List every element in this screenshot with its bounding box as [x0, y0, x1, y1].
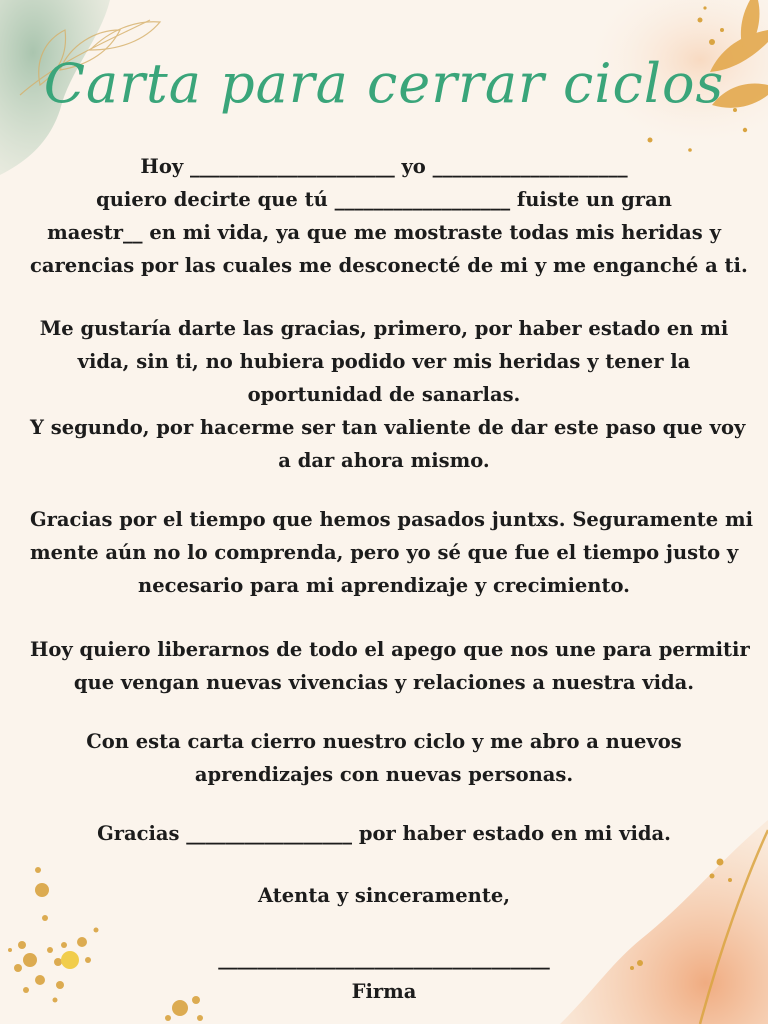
letter-title: Carta para cerrar ciclos	[43, 52, 725, 115]
text-line: aprendizajes con nuevas personas.	[194, 763, 574, 786]
text-line: Me gustaría darte las gracias, primero, por haber estado en mi	[39, 317, 729, 340]
text-line: Atenta y sinceramente,	[257, 884, 511, 907]
signature-line: __________________________________	[218, 947, 550, 970]
text-line: necesario para mi aprendizaje y crecimiento.	[138, 574, 630, 597]
paragraph-gratitude	[30, 312, 746, 477]
paragraph-thanks	[30, 817, 738, 850]
signature-block	[30, 942, 738, 1008]
text-line: carencias por las cuales me desconecté de mi y me enganché a ti.	[30, 254, 748, 277]
signature-label: Firma	[351, 980, 417, 1003]
text-line: oportunidad de sanarlas.	[247, 383, 521, 406]
text-line: quiero decirte que tú __________________ fuiste un gran	[96, 188, 672, 211]
closing-salutation	[30, 879, 738, 912]
text-line: Y segundo, por hacerme ser tan valiente de dar este paso que voy	[30, 416, 746, 439]
paragraph-release	[30, 633, 750, 699]
text-line: Gracias por el tiempo que hemos pasados juntxs. Seguramente mi	[30, 508, 753, 531]
text-line: Hoy _____________________ yo ____________________	[140, 155, 628, 178]
text-line: mente aún no lo comprenda, pero yo sé que fue el tiempo justo y	[30, 541, 739, 564]
paragraph-time	[30, 503, 753, 602]
text-line: Hoy quiero liberarnos de todo el apego que nos une para permitir	[30, 638, 750, 661]
text-line: que vengan nuevas vivencias y relaciones a nuestra vida.	[73, 671, 695, 694]
text-line: Con esta carta cierro nuestro ciclo y me abro a nuevos	[86, 730, 682, 753]
paragraph-opening	[30, 150, 748, 282]
text-line: a dar ahora mismo.	[278, 449, 490, 472]
text-line: Gracias _________________ por haber estado en mi vida.	[97, 822, 671, 845]
text-line: vida, sin ti, no hubiera podido ver mis heridas y tener la	[77, 350, 691, 373]
paragraph-closing	[30, 725, 738, 791]
text-line: maestr__ en mi vida, ya que me mostraste todas mis heridas y	[47, 221, 721, 244]
